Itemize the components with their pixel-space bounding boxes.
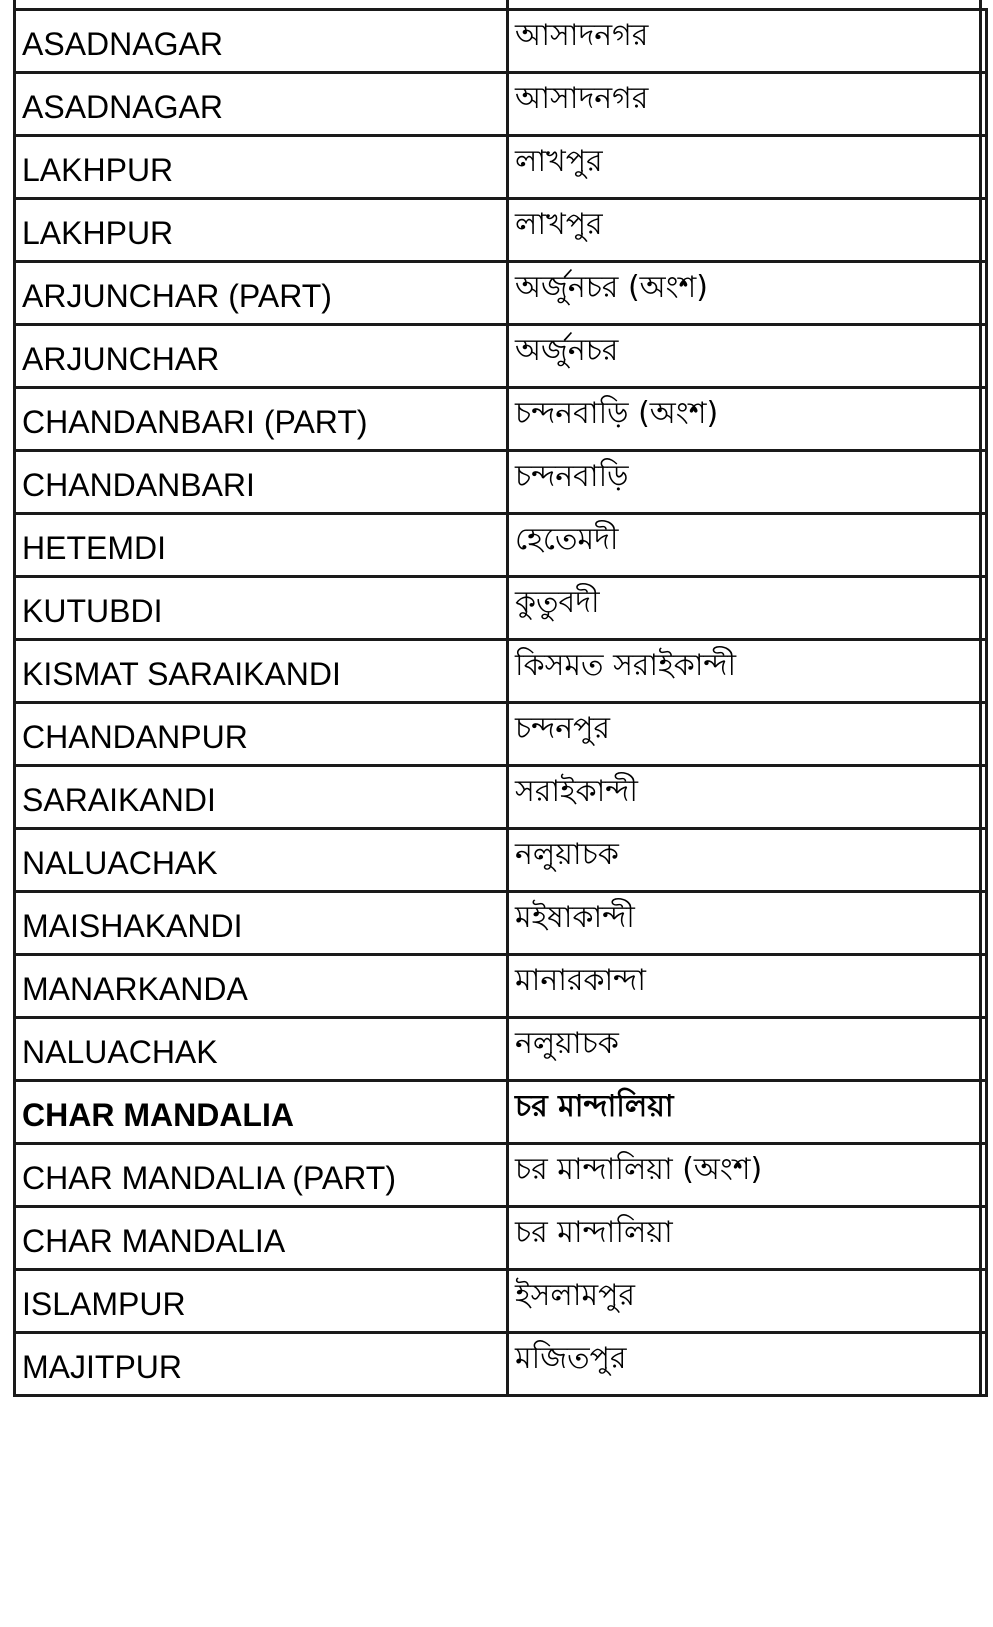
edge-cell bbox=[981, 1081, 987, 1144]
edge-cell bbox=[981, 955, 987, 1018]
table-row bbox=[15, 1144, 987, 1207]
english-name-cell: CHANDANBARI bbox=[15, 451, 508, 514]
english-name-cell: LAKHPUR bbox=[15, 136, 508, 199]
bengali-name-cell: অর্জুনচর bbox=[508, 325, 981, 388]
bengali-name-cell: কুতুবদী bbox=[508, 577, 981, 640]
edge-cell bbox=[981, 1018, 987, 1081]
english-name-cell: ASADNAGAR bbox=[15, 10, 508, 73]
table-row bbox=[15, 577, 987, 640]
edge-cell bbox=[981, 451, 987, 514]
table-border-stub bbox=[506, 0, 509, 8]
table-row bbox=[15, 388, 987, 451]
table-row bbox=[15, 892, 987, 955]
english-name-cell: KUTUBDI bbox=[15, 577, 508, 640]
edge-cell bbox=[981, 829, 987, 892]
table-row bbox=[15, 1081, 987, 1144]
bengali-name-cell: নলুয়াচক bbox=[508, 829, 981, 892]
bengali-name-cell: চন্দনবাড়ি bbox=[508, 451, 981, 514]
english-name-cell: CHAR MANDALIA bbox=[15, 1081, 508, 1144]
bengali-name-cell: মইষাকান্দী bbox=[508, 892, 981, 955]
table-row bbox=[15, 1333, 987, 1396]
edge-cell bbox=[981, 766, 987, 829]
bengali-name-cell: কিসমত সরাইকান্দী bbox=[508, 640, 981, 703]
english-name-cell: ASADNAGAR bbox=[15, 73, 508, 136]
table-row bbox=[15, 955, 987, 1018]
bengali-name-cell: ইসলামপুর bbox=[508, 1270, 981, 1333]
edge-cell bbox=[981, 577, 987, 640]
bengali-name-cell: লাখপুর bbox=[508, 136, 981, 199]
english-name-cell: CHANDANBARI (PART) bbox=[15, 388, 508, 451]
table-row bbox=[15, 1207, 987, 1270]
bengali-name-cell: চন্দনপুর bbox=[508, 703, 981, 766]
english-name-cell: HETEMDI bbox=[15, 514, 508, 577]
table-row bbox=[15, 640, 987, 703]
english-name-cell: KISMAT SARAIKANDI bbox=[15, 640, 508, 703]
table-row bbox=[15, 451, 987, 514]
bengali-name-cell: মজিতপুর bbox=[508, 1333, 981, 1396]
table-body bbox=[15, 10, 987, 1396]
table-row bbox=[15, 1270, 987, 1333]
edge-cell bbox=[981, 325, 987, 388]
bengali-name-cell: মানারকান্দা bbox=[508, 955, 981, 1018]
table-row bbox=[15, 10, 987, 73]
english-name-cell: LAKHPUR bbox=[15, 199, 508, 262]
table-row bbox=[15, 1018, 987, 1081]
bengali-name-cell: আসাদনগর bbox=[508, 10, 981, 73]
edge-cell bbox=[981, 1207, 987, 1270]
table-border-stub bbox=[13, 0, 16, 8]
edge-cell bbox=[981, 640, 987, 703]
english-name-cell: ISLAMPUR bbox=[15, 1270, 508, 1333]
edge-cell bbox=[981, 1144, 987, 1207]
edge-cell bbox=[981, 136, 987, 199]
bengali-name-cell: চন্দনবাড়ি (অংশ) bbox=[508, 388, 981, 451]
bengali-name-cell: সরাইকান্দী bbox=[508, 766, 981, 829]
table-border-stub bbox=[979, 0, 982, 8]
table-row bbox=[15, 514, 987, 577]
table-row bbox=[15, 199, 987, 262]
bengali-name-cell: অর্জুনচর (অংশ) bbox=[508, 262, 981, 325]
english-name-cell: ARJUNCHAR (PART) bbox=[15, 262, 508, 325]
english-name-cell: CHAR MANDALIA (PART) bbox=[15, 1144, 508, 1207]
table-row bbox=[15, 325, 987, 388]
edge-cell bbox=[981, 1270, 987, 1333]
edge-cell bbox=[981, 514, 987, 577]
english-name-cell: MAISHAKANDI bbox=[15, 892, 508, 955]
table-row bbox=[15, 136, 987, 199]
table-row bbox=[15, 703, 987, 766]
bengali-name-cell: নলুয়াচক bbox=[508, 1018, 981, 1081]
table-row bbox=[15, 262, 987, 325]
english-name-cell: CHANDANPUR bbox=[15, 703, 508, 766]
edge-cell bbox=[981, 892, 987, 955]
table-row bbox=[15, 73, 987, 136]
bengali-name-cell: লাখপুর bbox=[508, 199, 981, 262]
edge-cell bbox=[981, 388, 987, 451]
english-name-cell: MAJITPUR bbox=[15, 1333, 508, 1396]
edge-cell bbox=[981, 1333, 987, 1396]
english-name-cell: CHAR MANDALIA bbox=[15, 1207, 508, 1270]
edge-cell bbox=[981, 10, 987, 73]
edge-cell bbox=[981, 199, 987, 262]
bengali-name-cell: চর মান্দালিয়া bbox=[508, 1207, 981, 1270]
english-name-cell: SARAIKANDI bbox=[15, 766, 508, 829]
edge-cell bbox=[981, 73, 987, 136]
bengali-name-cell: আসাদনগর bbox=[508, 73, 981, 136]
edge-cell bbox=[981, 703, 987, 766]
place-names-table bbox=[13, 8, 988, 1397]
table-row bbox=[15, 829, 987, 892]
bengali-name-cell: চর মান্দালিয়া bbox=[508, 1081, 981, 1144]
english-name-cell: NALUACHAK bbox=[15, 1018, 508, 1081]
bengali-name-cell: হেতেমদী bbox=[508, 514, 981, 577]
english-name-cell: NALUACHAK bbox=[15, 829, 508, 892]
bengali-name-cell: চর মান্দালিয়া (অংশ) bbox=[508, 1144, 981, 1207]
edge-cell bbox=[981, 262, 987, 325]
table-row bbox=[15, 766, 987, 829]
english-name-cell: MANARKANDA bbox=[15, 955, 508, 1018]
english-name-cell: ARJUNCHAR bbox=[15, 325, 508, 388]
